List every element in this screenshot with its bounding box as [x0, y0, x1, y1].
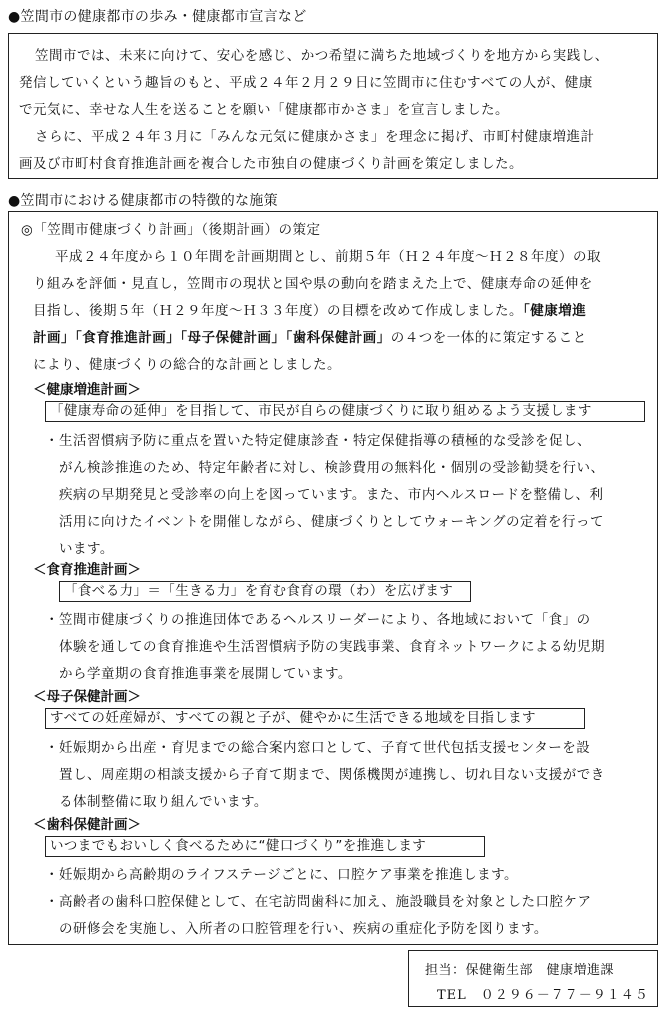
bullet-food-2: 体験を通しての食育推進や生活習慣病予防の実践事業、食育ネットワークによる幼児期 — [59, 639, 605, 655]
slogan-health: 「健康寿命の延伸」を目指して、市民が自らの健康づくりに取り組めるよう支援します — [45, 401, 645, 422]
plan-title-health: ＜健康増進計画＞ — [33, 382, 141, 398]
intro-line-3-text: 目指し、後期５年（Ｈ２９年度～Ｈ３３年度）の目標を改めて作成しました。 — [33, 303, 523, 319]
bullet-maternal-2: 置し、周産期の相談支援から子育て期まで、関係機関が連携し、切れ目ない支援ができ — [59, 767, 605, 783]
intro-line-4 — [33, 326, 587, 346]
bullet-maternal-1: ・妊娠期から出産・育児までの総合案内窓口として、子育て世代包括支援センターを設 — [45, 740, 591, 756]
bullet-health-5: います。 — [59, 541, 114, 557]
intro-line-3-bold: 「健康増進 — [523, 303, 587, 319]
section1-line-2: 発信していくという趣旨のもと、平成２４年２月２９日に笠間市に住むすべての人が、健康 — [19, 75, 593, 91]
bullet-health-2: がん検診推進のため、特定年齢者に対し、検診費用の無料化・個別の受診勧奨を行い、 — [59, 460, 605, 476]
intro-line-4-rest: の４つを一体的に策定すること — [390, 330, 587, 346]
plan-title-dental: ＜歯科保健計画＞ — [33, 817, 141, 833]
intro-line-5: により、健康づくりの総合的な計画としました。 — [33, 357, 341, 373]
section1-line-3: で元気に、幸せな人生を送ることを願い「健康都市かさま」を宣言しました。 — [19, 102, 509, 118]
slogan-maternal: すべての妊産婦が、すべての親と子が、健やかに生活できる地域を目指します — [45, 708, 585, 729]
bullet-health-1: ・生活習慣病予防に重点を置いた特定健康診査・特定保健指導の積極的な受診を促し、 — [45, 433, 591, 449]
plan-title: ◎「笠間市健康づくり計画」（後期計画）の策定 — [21, 222, 321, 238]
slogan-dental: いつまでもおいしく食べるために“健口づくり”を推進します — [45, 836, 485, 857]
intro-line-3 — [33, 299, 586, 319]
section2-box — [8, 211, 658, 945]
slogan-food: 「食べる力」＝「生きる力」を育む食育の環（わ）を広げます — [59, 581, 471, 602]
section1-line-1: 笠間市では、未来に向けて、安心を感じ、かつ希望に満ちた地域づくりを地方から実践し、 — [35, 48, 609, 64]
plan-title-food: ＜食育推進計画＞ — [33, 562, 141, 578]
section1-line-4: さらに、平成２４年３月に「みんな元気に健康かさま」を理念に掲げ、市町村健康増進計 — [35, 129, 595, 145]
section1-line-5: 画及び市町村食育推進計画を複合した市独自の健康づくり計画を策定しました。 — [19, 156, 523, 172]
intro-line-4-bold: 計画」「食育推進計画」「母子保健計画」「歯科保健計画」 — [33, 330, 391, 346]
intro-line-1: 平成２４年度から１０年間を計画期間とし、前期５年（Ｈ２４年度～Ｈ２８年度）の取 — [55, 249, 601, 265]
bullet-dental-3: の研修会を実施し、入所者の口腔管理を行い、疾病の重症化予防を図ります。 — [59, 921, 548, 937]
bullet-health-3: 疾病の早期発見と受診率の向上を図っています。また、市内ヘルスロードを整備し、利 — [59, 487, 604, 503]
section2-heading: ●笠間市における健康都市の特徴的な施策 — [8, 193, 278, 209]
bullet-dental-1: ・妊娠期から高齢期のライフステージごとに、口腔ケア事業を推進します。 — [45, 867, 519, 883]
section1-box — [8, 33, 658, 179]
contact-box — [408, 950, 658, 1007]
bullet-health-4: 活用に向けたイベントを開催しながら、健康づくりとしてウォーキングの定着を行って — [59, 514, 605, 530]
contact-department: 担当：保健衛生部 健康増進課 — [425, 963, 615, 978]
bullet-food-1: ・笠間市健康づくりの推進団体であるヘルスリーダーにより、各地域において「食」の — [45, 612, 591, 628]
bullet-maternal-3: る体制整備に取り組んでいます。 — [59, 794, 268, 810]
intro-line-2: り組みを評価・見直し，笠間市の現状と国や県の動向を踏まえた上で、健康寿命の延伸を — [33, 276, 593, 292]
bullet-food-3: から学童期の食育推進事業を展開しています。 — [59, 666, 352, 682]
section1-heading: ●笠間市の健康都市の歩み・健康都市宣言など — [8, 9, 307, 25]
bullet-dental-2: ・高齢者の歯科口腔保健として、在宅訪問歯科に加え、施設職員を対象とした口腔ケア — [45, 894, 592, 910]
plan-title-maternal: ＜母子保健計画＞ — [33, 689, 141, 705]
contact-tel: TEL ０２９６－７７－９１４５ — [437, 988, 649, 1003]
